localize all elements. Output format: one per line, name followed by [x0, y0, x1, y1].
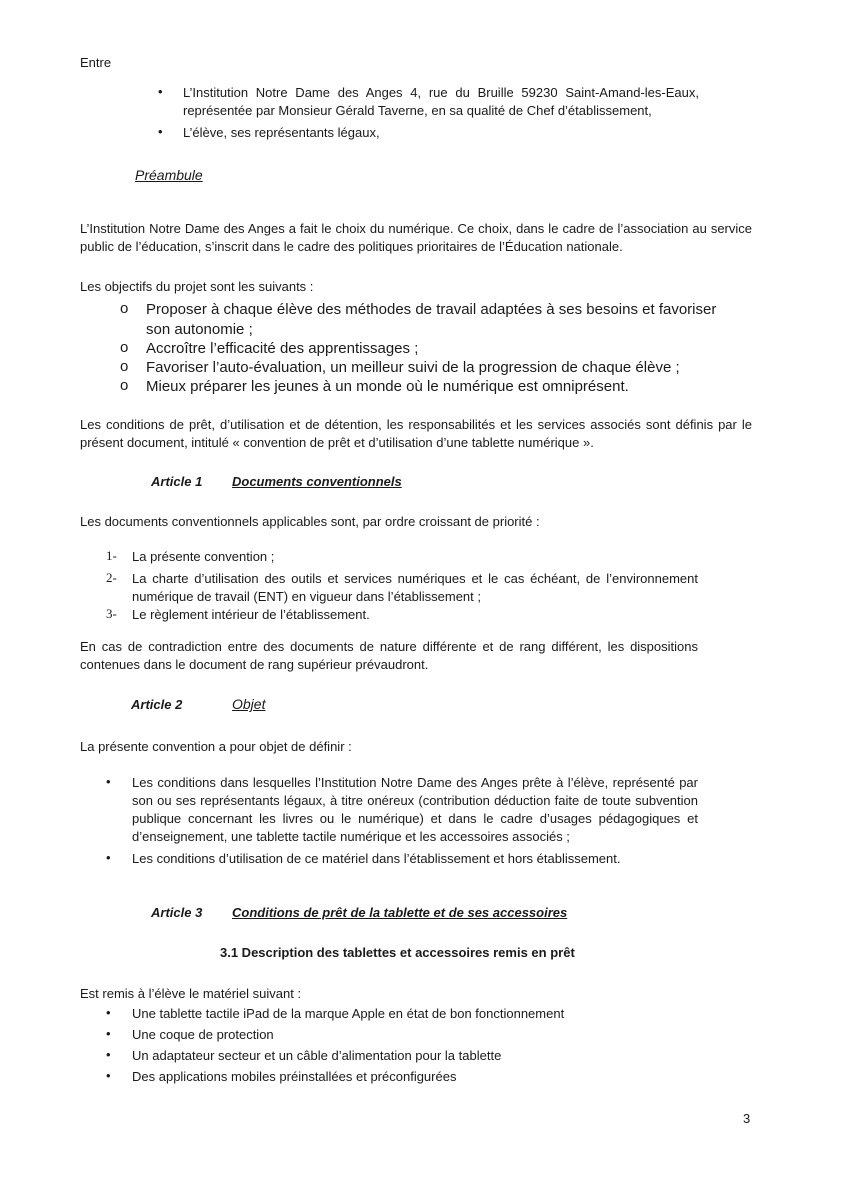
article-2-intro: La présente convention a pour objet de définir : [80, 739, 352, 754]
page-number: 3 [743, 1111, 751, 1126]
circle-bullet: o [120, 377, 129, 394]
preambule-para1-line1: L’Institution Notre Dame des Anges a fait le choix du numérique. Ce choix, dans le cadre de l’association au service [80, 221, 752, 236]
bullet-dot: • [106, 850, 111, 865]
bullet-dot: • [106, 1047, 111, 1062]
objective-3: Favoriser l’auto-évaluation, un meilleur suivi de la progression de chaque élève ; [146, 359, 680, 376]
article-2-item-1-line2: son ou ses représentants légaux, à titre onéreux (contribution déduction faite de toute subvention [132, 793, 698, 808]
objectives-intro: Les objectifs du projet sont les suivants : [80, 279, 314, 294]
article-1-label: Article 1 [151, 474, 203, 489]
bullet-dot: • [106, 1026, 111, 1041]
article-3-item-1: Une tablette tactile iPad de la marque Apple en état de bon fonctionnement [132, 1006, 565, 1021]
preambule-para2-line1: Les conditions de prêt, d’utilisation et de détention, les responsabilités et les services associés sont définis par le [80, 417, 752, 432]
article-3-intro: Est remis à l’élève le matériel suivant : [80, 986, 302, 1001]
party-2-line1: L’élève, ses représentants légaux, [183, 125, 380, 140]
article-1-outro-line1: En cas de contradiction entre des documents de nature différente et de rang différent, les dispositions [80, 639, 698, 654]
article-2-title: Objet [232, 696, 266, 712]
objective-1-line1: Proposer à chaque élève des méthodes de travail adaptées à ses besoins et favoriser [146, 301, 717, 318]
party-1-line2: représentée par Monsieur Gérald Taverne, en sa qualité de Chef d’établissement, [183, 103, 652, 118]
article-2-item-1-line3: publique concernant les livres ou le numérique) et dans le cadre d’usages pédagogiques et [132, 811, 698, 826]
intro-entre: Entre [80, 55, 112, 70]
objective-1-line2: son autonomie ; [146, 321, 253, 338]
article-1-intro: Les documents conventionnels applicables sont, par ordre croissant de priorité : [80, 514, 540, 529]
article-1-item-2-line1: La charte d’utilisation des outils et services numériques et le cas échéant, de l’environnement [132, 571, 698, 586]
bullet-dot: • [106, 774, 111, 789]
objective-2: Accroître l’efficacité des apprentissages ; [146, 340, 419, 357]
article-3-item-4: Des applications mobiles préinstallées et préconfigurées [132, 1069, 457, 1084]
article-1-item-3: Le règlement intérieur de l’établissement. [132, 607, 370, 622]
preambule-para1-line2: public de l’éducation, s’inscrit dans le cadre des politiques prioritaires de l’Éducation nationale. [80, 239, 623, 254]
article-1-title: Documents conventionnels [232, 474, 402, 489]
article-3-item-3: Un adaptateur secteur et un câble d’alimentation pour la tablette [132, 1048, 502, 1063]
circle-bullet: o [120, 300, 129, 317]
article-1-item-1: La présente convention ; [132, 549, 275, 564]
article-2-item-2: Les conditions d’utilisation de ce matériel dans l’établissement et hors établissement. [132, 851, 621, 866]
list-number: 2- [106, 570, 117, 585]
article-3-subtitle: 3.1 Description des tablettes et accessoires remis en prêt [220, 945, 575, 960]
article-3-item-2: Une coque de protection [132, 1027, 274, 1042]
objective-4: Mieux préparer les jeunes à un monde où le numérique est omniprésent. [146, 378, 629, 395]
article-2-label: Article 2 [131, 697, 183, 712]
party-1-line1: L’Institution Notre Dame des Anges 4, rue du Bruille 59230 Saint-Amand-les-Eaux, [183, 85, 699, 100]
preambule-para2-line2: présent document, intitulé « convention de prêt et d’utilisation d’une tablette numérique ». [80, 435, 594, 450]
list-number: 1- [106, 548, 117, 563]
bullet-dot: • [158, 124, 163, 139]
article-3-title: Conditions de prêt de la tablette et de ses accessoires [232, 905, 568, 920]
article-2-item-1-line1: Les conditions dans lesquelles l’Institution Notre Dame des Anges prête à l’élève, représenté par [132, 775, 698, 790]
bullet-dot: • [158, 84, 163, 99]
preambule-title: Préambule [135, 167, 203, 183]
list-number: 3- [106, 606, 117, 621]
circle-bullet: o [120, 358, 129, 375]
bullet-dot: • [106, 1005, 111, 1020]
article-1-outro-line2: contenues dans le document de rang supérieur prévaudront. [80, 657, 429, 672]
circle-bullet: o [120, 339, 129, 356]
article-2-item-1-line4: d’enseignement, une tablette tactile numérique et les accessoires associés ; [132, 829, 570, 844]
bullet-dot: • [106, 1068, 111, 1083]
article-1-item-2-line2: numérique de travail (ENT) en vigueur dans l’établissement ; [132, 589, 482, 604]
article-3-label: Article 3 [151, 905, 203, 920]
